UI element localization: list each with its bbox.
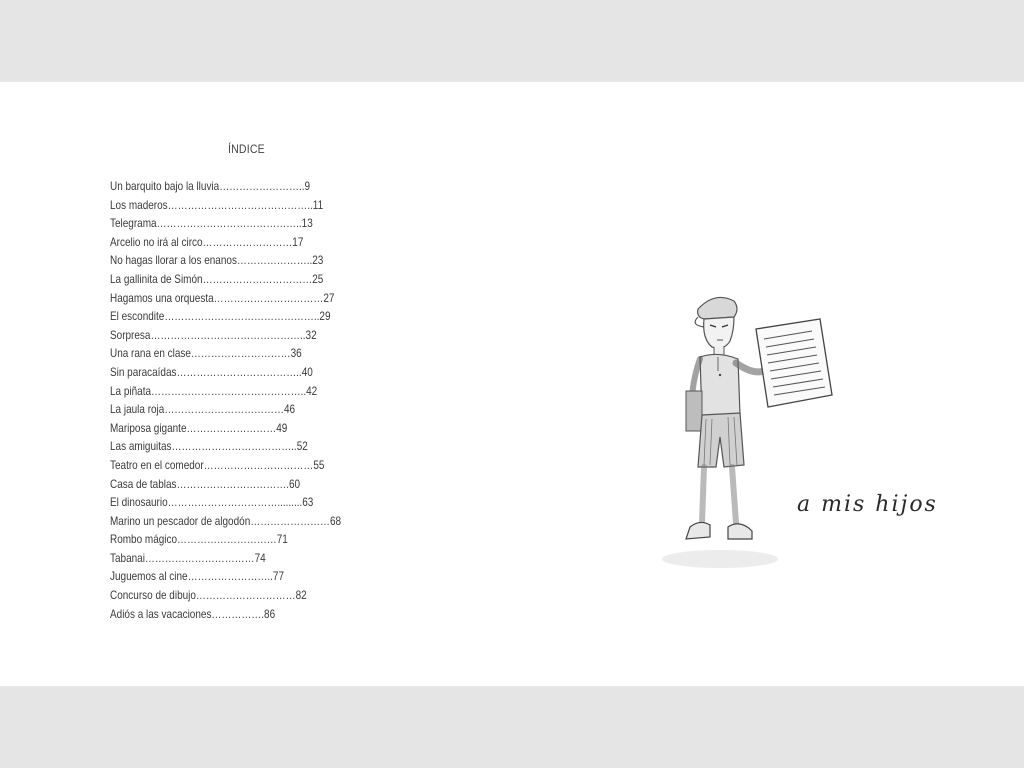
toc-entry: La gallinita de Simón……………………………25 xyxy=(110,272,324,286)
toc-entry: El escondite………………………………………..29 xyxy=(110,310,331,324)
toc-entry: Los maderos……………………………………..11 xyxy=(110,198,324,212)
toc-entry: La jaula roja………………………………46 xyxy=(110,403,296,417)
toc-entry: Las amiguitas………………………………..52 xyxy=(110,440,308,454)
toc-entry: El dinosaurio…………………………….........63 xyxy=(110,496,314,510)
toc-list xyxy=(110,178,379,624)
toc-entry: Marino un pescador de algodón……………………68 xyxy=(110,514,342,528)
toc-entry: Mariposa gigante………………………49 xyxy=(110,421,288,435)
toc-entry: La piñata………………………………………..42 xyxy=(110,384,318,398)
toc-entry: Casa de tablas…………………………….60 xyxy=(110,477,301,491)
dedication-text: a mis hijos xyxy=(797,492,938,517)
toc-entry: Teatro en el comedor……………………………55 xyxy=(110,458,325,472)
toc-entry: Rombo mágico…………………………71 xyxy=(110,533,288,547)
toc-title: ÍNDICE xyxy=(228,142,265,156)
toc-entry: Arcelio no irá al circo………………………17 xyxy=(110,235,304,249)
toc-entry: Tabanai……………………………74 xyxy=(110,551,266,565)
book-spread xyxy=(0,82,1024,686)
toc-entry: Concurso de dibujo…………………………82 xyxy=(110,589,307,603)
toc-entry: Adiós a las vacaciones…………….86 xyxy=(110,607,276,621)
boy-holding-newspaper-illustration xyxy=(660,287,850,572)
toc-entry: Una rana en clase…………………………36 xyxy=(110,347,302,361)
toc-entry: Hagamos una orquesta……………………………27 xyxy=(110,291,335,305)
toc-entry: Telegrama……………………………………..13 xyxy=(110,217,313,231)
toc-entry: Sorpresa………………………………………..32 xyxy=(110,328,317,342)
toc-entry: Un barquito bajo la lluvia……………………..9 xyxy=(110,180,311,193)
toc-entry: Juguemos al cine……………………..77 xyxy=(110,570,285,584)
toc-entry: No hagas llorar a los enanos…………………..23 xyxy=(110,254,324,268)
toc-entry: Sin paracaídas………………………………..40 xyxy=(110,365,313,379)
